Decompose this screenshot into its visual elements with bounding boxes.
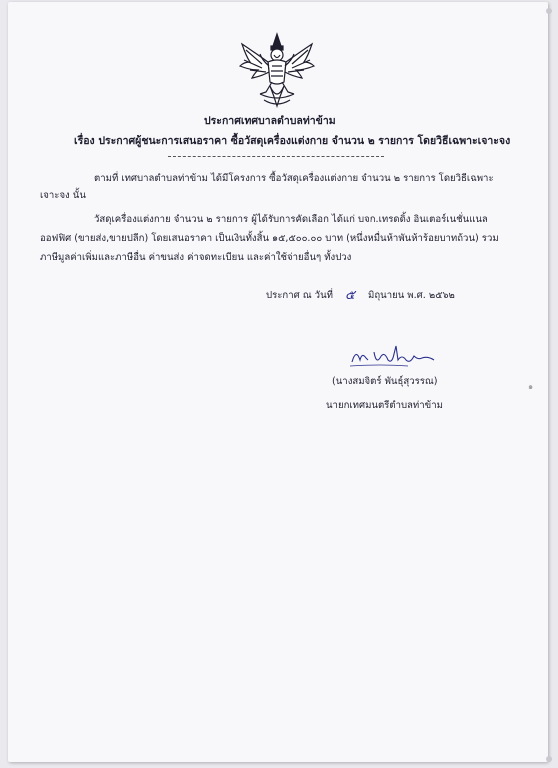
signer-name: (นางสมจิตร์ พันธุ์สุวรรณ) [332, 376, 438, 387]
paragraph1-line1: ตามที่ เทศบาลตำบลท่าข้าม ได้มีโครงการ ซื้อวัสดุเครื่องแต่งกาย จำนวน ๒ รายการ โดยวิธีเฉพาะ [94, 173, 494, 184]
announce-date-month-year: มิถุนายน พ.ศ. ๒๕๖๒ [368, 290, 455, 301]
announcer-title: ประกาศเทศบาลตำบลท่าข้าม [204, 115, 336, 127]
paragraph2-line2: ออฟฟิศ (ขายส่ง,ขายปลีก) โดยเสนอราคา เป็นเงินทั้งสิ้น ๑๕,๕๐๐.๐๐ บาท (หนึ่งหมื่นห้าพันห้าร้อยบาทถ้วน) รวม [40, 233, 499, 244]
document-page [8, 2, 548, 762]
announce-date-day: ๕ [345, 288, 355, 303]
paragraph1-line2: เจาะจง นั้น [40, 190, 86, 201]
margin-mark: ๑ [528, 382, 534, 391]
subject-line: เรื่อง ประกาศผู้ชนะการเสนอราคา ซื้อวัสดุเครื่องแต่งกาย จำนวน ๒ รายการ โดยวิธีเฉพาะเจาะจง [74, 135, 511, 147]
announce-date-prefix: ประกาศ ณ วันที่ [266, 290, 333, 301]
handwritten-signature [348, 342, 438, 370]
garuda-emblem-icon [236, 30, 318, 112]
binding-hole-bottom [546, 756, 552, 762]
binding-hole-top [546, 8, 552, 14]
divider [168, 156, 384, 157]
paragraph2-line3: ภาษีมูลค่าเพิ่มและภาษีอื่น ค่าขนส่ง ค่าจดทะเบียน และค่าใช้จ่ายอื่นๆ ทั้งปวง [40, 252, 352, 263]
paragraph2-line1: วัสดุเครื่องแต่งกาย จำนวน ๒ รายการ ผู้ได้รับการคัดเลือก ได้แก่ บจก.เทรดดิ้ง อินเตอร์เนชั่นแนล [94, 214, 488, 225]
signer-title: นายกเทศมนตรีตำบลท่าข้าม [326, 400, 443, 411]
